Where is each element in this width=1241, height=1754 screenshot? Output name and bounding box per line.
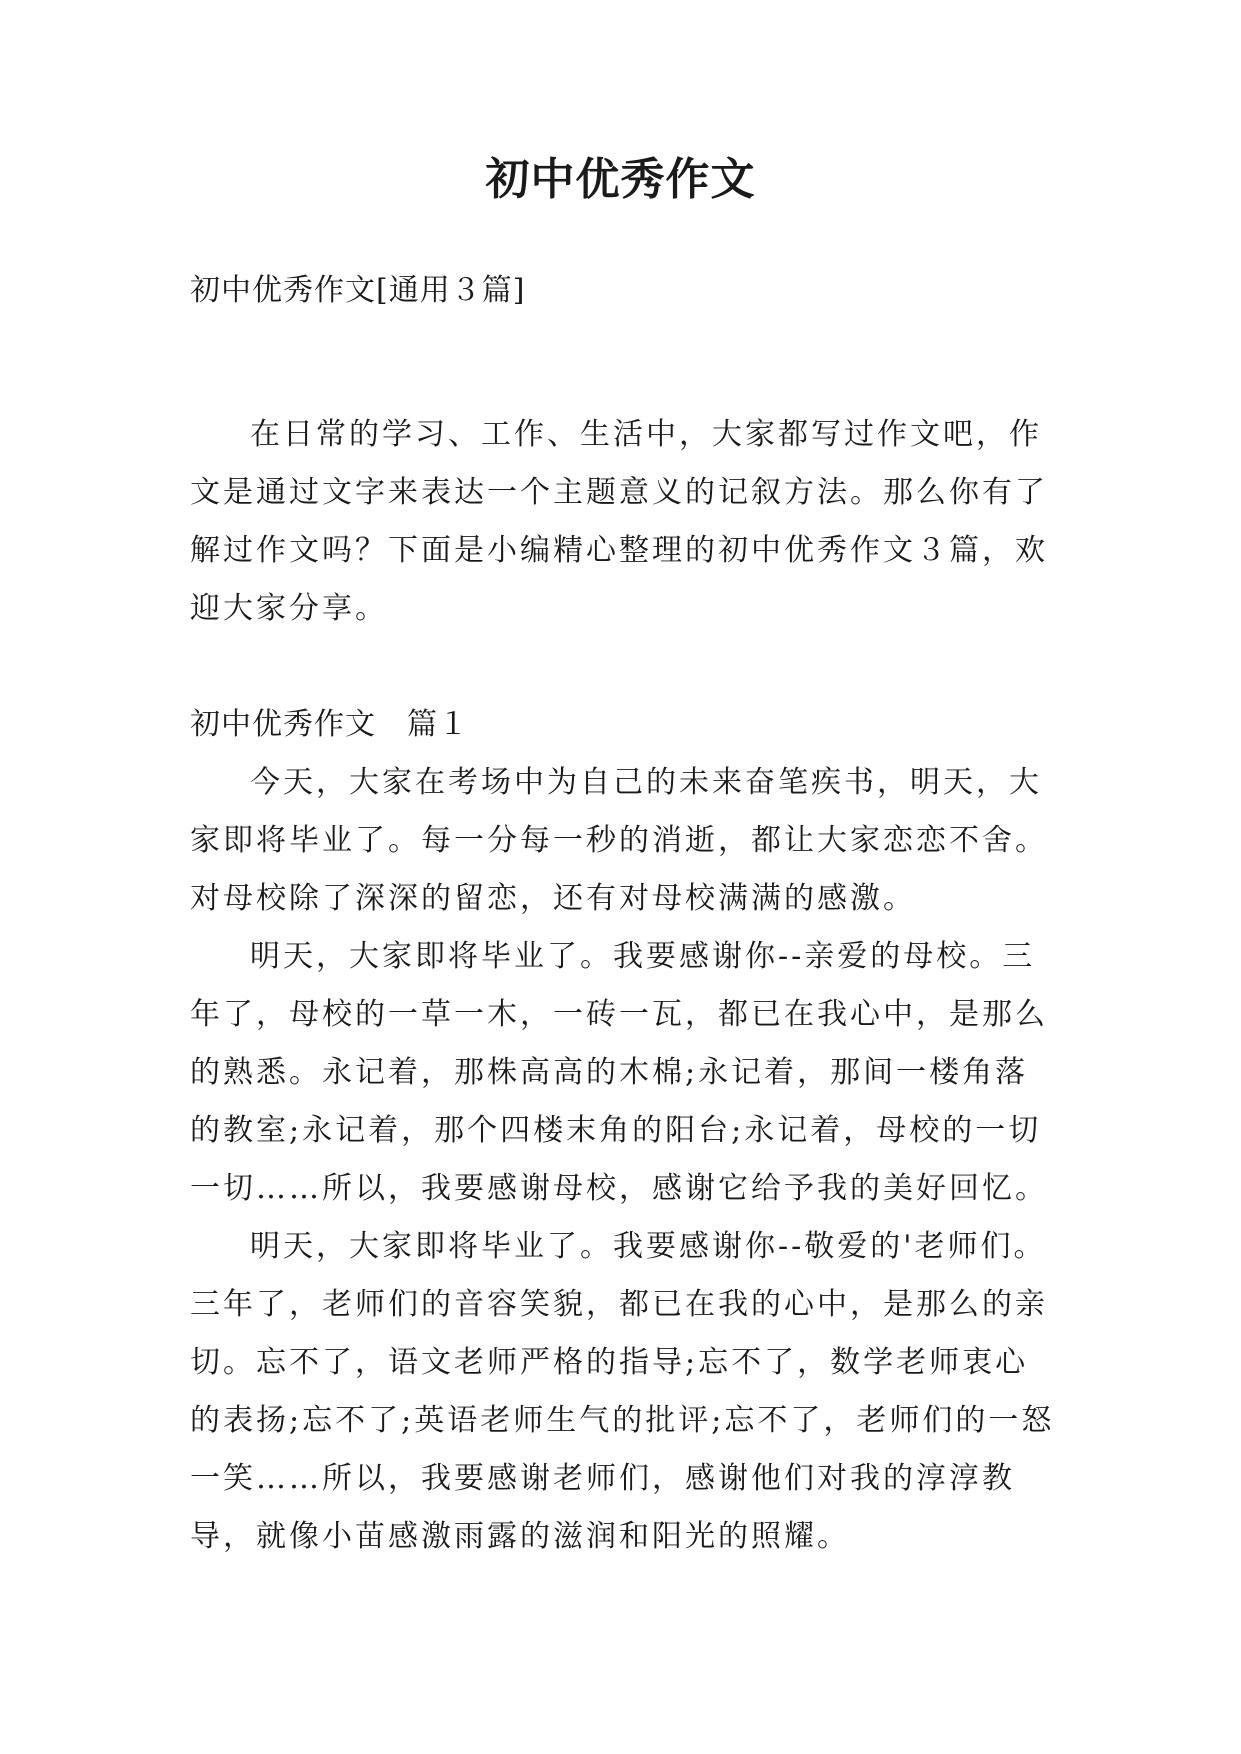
- document-title: 初中优秀作文: [485, 154, 756, 205]
- document-body: [190, 262, 1060, 1566]
- spacer: [190, 638, 1060, 696]
- intro-paragraph: 在日常的学习、工作、生活中，大家都写过作文吧，作文是通过文字来表达一个主题意义的记叙方法。那么你有了解过作文吗？下面是小编精心整理的初中优秀作文３篇，欢迎大家分享。: [190, 417, 1048, 626]
- document-subtitle: 初中优秀作文[通用３篇]: [190, 273, 526, 308]
- body-paragraph: 明天，大家即将毕业了。我要感谢你--亲爱的母校。三年了，母校的一草一木，一砖一瓦，都已在我心中，是那么的熟悉。永记着，那株高高的木棉;永记着，那间一楼角落的教室;永记着，那个四楼末角的阳台;永记着，母校的一切一切……所以，我要感谢母校，感谢它给予我的美好回忆。: [190, 939, 1048, 1206]
- body-paragraph: 明天，大家即将毕业了。我要感谢你--敬爱的'老师们。三年了，老师们的音容笑貌，都已在我的心中，是那么的亲切。忘不了，语文老师严格的指导;忘不了，数学老师衷心的表扬;忘不了;英语老师生气的批评;忘不了，老师们的一怒一笑……所以，我要感谢老师们，感谢他们对我的淳淳教导，就像小苗感激雨露的滋润和阳光的照耀。: [190, 1229, 1055, 1554]
- section-heading: 初中优秀作文 篇１: [190, 707, 469, 742]
- body-paragraph: 今天，大家在考场中为自己的未来奋笔疾书，明天，大家即将毕业了。每一分每一秒的消逝，都让大家恋恋不舍。对母校除了深深的留恋，还有对母校满满的感激。: [190, 765, 1048, 916]
- spacer: [190, 320, 1060, 406]
